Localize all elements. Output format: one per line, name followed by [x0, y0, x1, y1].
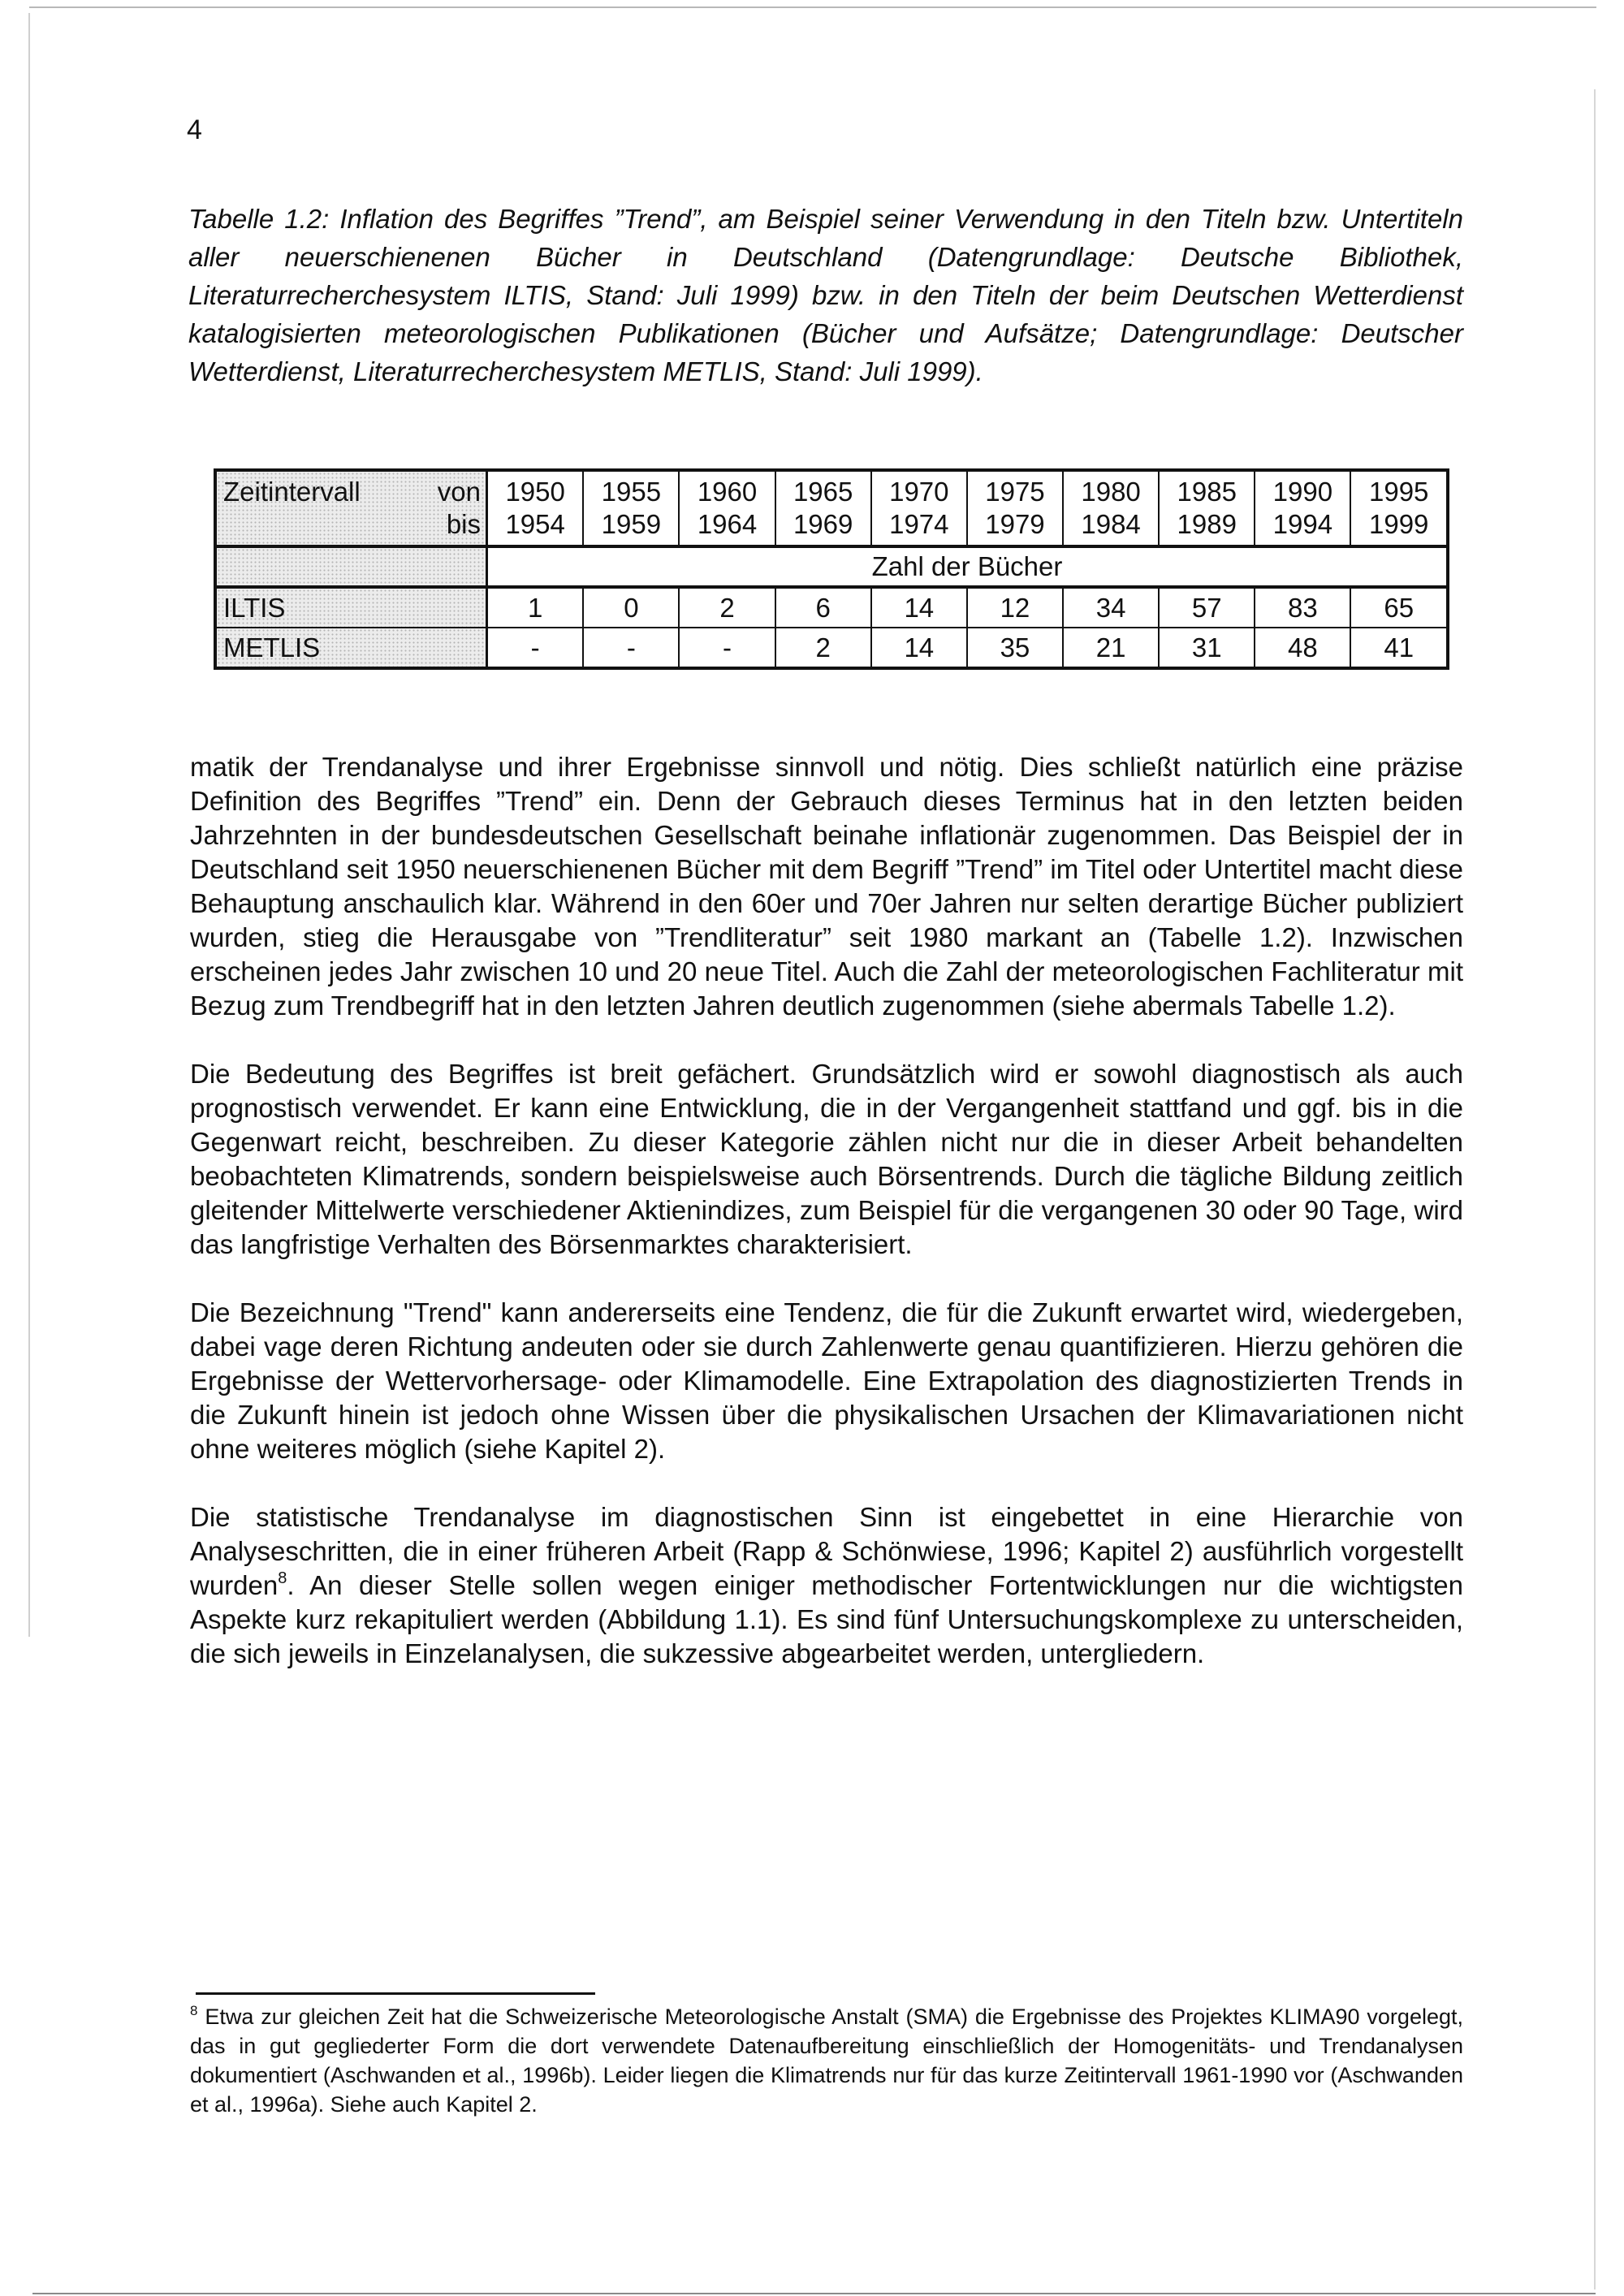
value-cell: 14 — [871, 587, 967, 628]
footnote-separator — [196, 1992, 595, 1995]
interval-cell: 1950 1954 — [487, 470, 584, 546]
unit-row — [215, 546, 1448, 587]
value-cell: - — [583, 628, 679, 668]
row-label: METLIS — [215, 628, 487, 668]
value-cell: - — [679, 628, 775, 668]
empty-shaded-cell — [215, 546, 487, 587]
interval-cell: 1990 1994 — [1255, 470, 1350, 546]
unit-label: Zahl der Bücher — [487, 546, 1449, 587]
paragraph: Die statistische Trendanalyse im diagnostischen Sinn ist eingebettet in eine Hierarchie von Analyseschritten, die in einer früheren Arbeit (Rapp & Schönwiese, 1996; Kapitel 2) ausführlich vorgestellt wurden$^8$. An dieser Stelle sollen wegen einiger methodischer Fortentwicklungen nur die wichtigsten Aspekte kurz rekapituliert werden (Abbildung 1.1). Es sind fünf Untersuchungskomplexe zu unterscheiden, die sich jeweils in Einzelanalysen, die sukzessive abgearbeitet werden, untergliedern. — [190, 1502, 1463, 1668]
interval-label: Zeitintervall — [223, 477, 361, 507]
table-caption: Tabelle 1.2: Inflation des Begriffes ”Trend”, am Beispiel seiner Verwendung in den Titeln bzw. Untertiteln aller neuerschienenen Bücher in Deutschland (Datengrundlage: Deutsche Bibliothek, Literaturrecherchesystem ILTIS, Stand: Juli 1999) bzw. in den Titeln der beim Deutschen Wetterdienst katalogisierten meteorologischen Publikationen (Bücher und Aufsätze; Datengrundlage: Deutscher Wetterdienst, Literaturrecherchesystem METLIS, Stand: Juli 1999). — [188, 204, 1463, 386]
book-count-table — [214, 468, 1449, 670]
value-cell: 57 — [1159, 587, 1255, 628]
paragraph: Die Bezeichnung "Trend" kann andererseits eine Tendenz, die für die Zukunft erwartet wird, wiedergeben, dabei vage deren Richtung andeuten oder sie durch Zahlenwerte genau quantifizieren. Hierzu gehören die Ergebnisse der Wettervorhersage- oder Klimamodelle. Eine Extrapolation des diagnostizierten Trends in die Zukunft hinein ist jedoch ohne Wissen über die physikalischen Ursachen der Klimavariationen nicht ohne weiteres möglich (siehe Kapitel 2). — [190, 1297, 1463, 1464]
scan-edge-bottom — [32, 2293, 1596, 2294]
interval-cell: 1955 1959 — [583, 470, 679, 546]
interval-cell: 1965 1969 — [775, 470, 871, 546]
body-text — [190, 750, 1463, 1705]
table-header-row — [215, 470, 1448, 546]
from-label: von — [437, 477, 481, 507]
value-cell: 65 — [1350, 587, 1448, 628]
interval-cell: 1995 1999 — [1350, 470, 1448, 546]
value-cell: 12 — [967, 587, 1063, 628]
interval-header-cell — [215, 470, 487, 546]
value-cell: 14 — [871, 628, 967, 668]
interval-cell: 1980 1984 — [1063, 470, 1159, 546]
paragraph: Die Bedeutung des Begriffes ist breit gefächert. Grundsätzlich wird er sowohl diagnostisch als auch prognostisch verwendet. Er kann eine Entwicklung, die in der Vergangenheit stattfand und ggf. bis in die Gegenwart reicht, beschreiben. Zu dieser Kategorie zählen nicht nur die in dieser Arbeit behandelten beobachteten Klimatrends, sondern beispielsweise auch Börsentrends. Durch die tägliche Bildung zeitlich gleitender Mittelwerte verschiedener Aktienindizes, zum Beispiel für die vergangenen 30 oder 90 Tage, wird das langfristige Verhalten des Börsenmarktes charakterisiert. — [190, 1059, 1463, 1259]
value-cell: 21 — [1063, 628, 1159, 668]
footnote-reference[interactable]: 8 — [278, 1569, 287, 1587]
interval-cell: 1960 1964 — [679, 470, 775, 546]
value-cell: 0 — [583, 587, 679, 628]
row-label: ILTIS — [215, 587, 487, 628]
scan-edge-top — [29, 6, 1596, 8]
scan-edge-right — [1594, 89, 1596, 2290]
interval-cell: 1985 1989 — [1159, 470, 1255, 546]
interval-cell: 1970 1974 — [871, 470, 967, 546]
page-number: 4 — [187, 114, 202, 145]
value-cell: - — [487, 628, 584, 668]
value-cell: 2 — [775, 628, 871, 668]
footnote — [190, 2002, 1463, 2119]
footnote-text: Etwa zur gleichen Zeit hat die Schweizerische Meteorologische Anstalt (SMA) die Ergebnisse des Projektes KLIMA90 vorgelegt, das in gut gegliederter Form die dort verwendete Datenaufbereitung einschließlich der Homogenitäts- und Trendanalysen dokumentiert (Aschwanden et al., 1996b). Leider liegen die Klimatrends nur für das kurze Zeitintervall 1961-1990 vor (Aschwanden et al., 1996a). Siehe auch Kapitel 2. — [190, 2005, 1463, 2117]
value-cell: 41 — [1350, 628, 1448, 668]
to-label: bis — [446, 509, 481, 539]
value-cell: 6 — [775, 587, 871, 628]
footnote-marker: 8 — [190, 2003, 198, 2018]
value-cell: 2 — [679, 587, 775, 628]
value-cell: 31 — [1159, 628, 1255, 668]
table-row — [215, 587, 1448, 628]
paragraph: matik der Trendanalyse und ihrer Ergebnisse sinnvoll und nötig. Dies schließt natürlich eine präzise Definition des Begriffes ”Trend” ein. Denn der Gebrauch dieses Terminus hat in den letzten beiden Jahrzehnten in der bundesdeutschen Gesellschaft beinahe inflationär zugenommen. Das Beispiel der in Deutschland seit 1950 neuerschienenen Bücher mit dem Begriff ”Trend” im Titel oder Untertitel macht diese Behauptung anschaulich klar. Während in den 60er und 70er Jahren nur selten derartige Bücher publiziert wurden, stieg die Herausgabe von ”Trendliteratur” seit 1980 markant an (Tabelle 1.2). Inzwischen erscheinen jedes Jahr zwischen 10 und 20 neue Titel. Auch die Zahl der meteorologischen Fachliteratur mit Bezug zum Trendbegriff hat in den letzten Jahren deutlich zugenommen (siehe abermals Tabelle 1.2). — [190, 752, 1463, 1021]
value-cell: 34 — [1063, 587, 1159, 628]
interval-cell: 1975 1979 — [967, 470, 1063, 546]
value-cell: 1 — [487, 587, 584, 628]
value-cell: 83 — [1255, 587, 1350, 628]
value-cell: 35 — [967, 628, 1063, 668]
table-row — [215, 628, 1448, 668]
scan-edge-left — [28, 13, 30, 1637]
value-cell: 48 — [1255, 628, 1350, 668]
